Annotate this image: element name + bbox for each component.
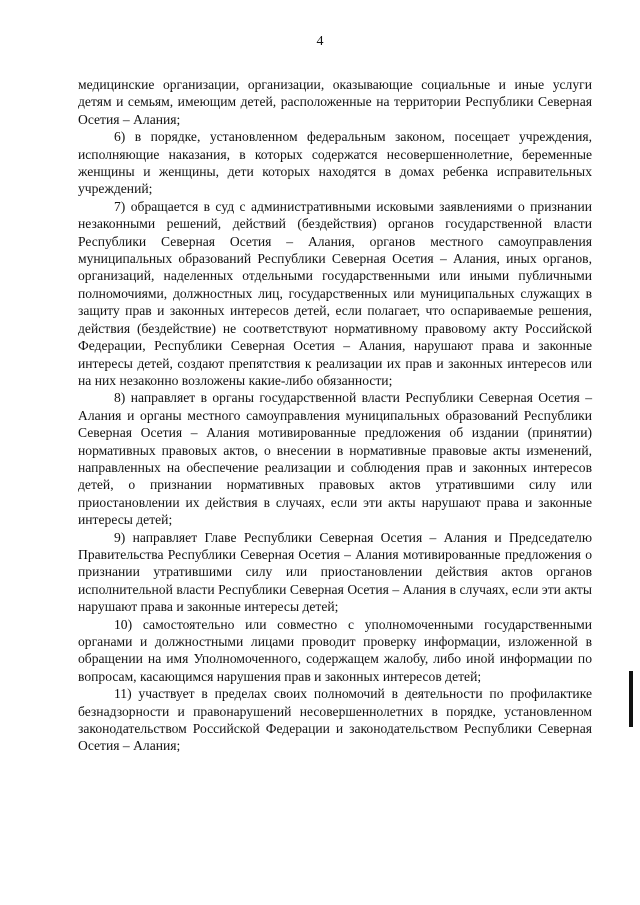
paragraph-item-11: 11) участвует в пределах своих полномочий в деятельности по профилактике безнадзорности и правонарушений несовершеннолетних в порядке, установленном законодательством Российской Федерации и законодательством Республики Северная Осетия – Алания;: [78, 686, 592, 754]
paragraph-continuation: медицинские организации, организации, оказывающие социальные и иные услуги детям и семьям, имеющим детей, расположенные на территории Республики Северная Осетия – Алания;: [78, 77, 592, 127]
page-number: 4: [316, 34, 324, 49]
document-body: [78, 76, 592, 755]
paragraph-item-7: 7) обращается в суд с административными исковыми заявлениями о признании незаконными решений, действий (бездействия) органов государственной власти Республики Северная Осетия – Алания, органов местного самоуправления муниципальных образований Республики Северная Осетия – Алания, иных органов, организаций, наделенных отдельными государственными или иными публичными полномочиями, должностных лиц, государственных или муниципальных служащих в защиту прав и законных интересов детей, если полагает, что оспариваемые решения, действия (бездействие) не соответствуют нормативному правовому акту Российской Федерации, Республики Северная Осетия – Алания, нарушают права и законные интересы детей, создают препятствия к реализации их прав и законных интересов или на них незаконно возложены какие-либо обязанности;: [78, 198, 592, 388]
paragraph-item-8: 8) направляет в органы государственной власти Республики Северная Осетия – Алания и органы местного самоуправления муниципальных образований Республики Северная Осетия – Алания мотивированные предложения об издании (принятии) нормативных правовых актов, о внесении в нормативные правовые акты изменений, направленных на обеспечение реализации и соблюдения прав и законных интересов детей, о признании нормативных правовых актов утратившими силу или приостановлении их действия в случаях, если эти акты нарушают права и законные интересы детей;: [78, 390, 592, 528]
scan-edge-mark: [629, 671, 633, 727]
paragraph-item-6: 6) в порядке, установленном федеральным законом, посещает учреждения, исполняющие наказания, в которых содержатся несовершеннолетние, беременные женщины и женщины, дети которых находятся в домах ребенка исправительных учреждений;: [78, 129, 592, 197]
paragraph-item-9: 9) направляет Главе Республики Северная Осетия – Алания и Председателю Правительства Республики Северная Осетия – Алания мотивированные предложения о признании утратившими силу или приостановлении действия актов органов исполнительной власти Республики Северная Осетия – Алания в случаях, если эти акты нарушают права и законные интересы детей;: [78, 529, 592, 615]
paragraph-item-10: 10) самостоятельно или совместно с уполномоченными государственными органами и должностными лицами проводит проверку информации, изложенной в обращении на имя Уполномоченного, содержащем жалобу, либо иной информации по вопросам, касающимся нарушения прав и законных интересов детей;: [78, 616, 592, 684]
